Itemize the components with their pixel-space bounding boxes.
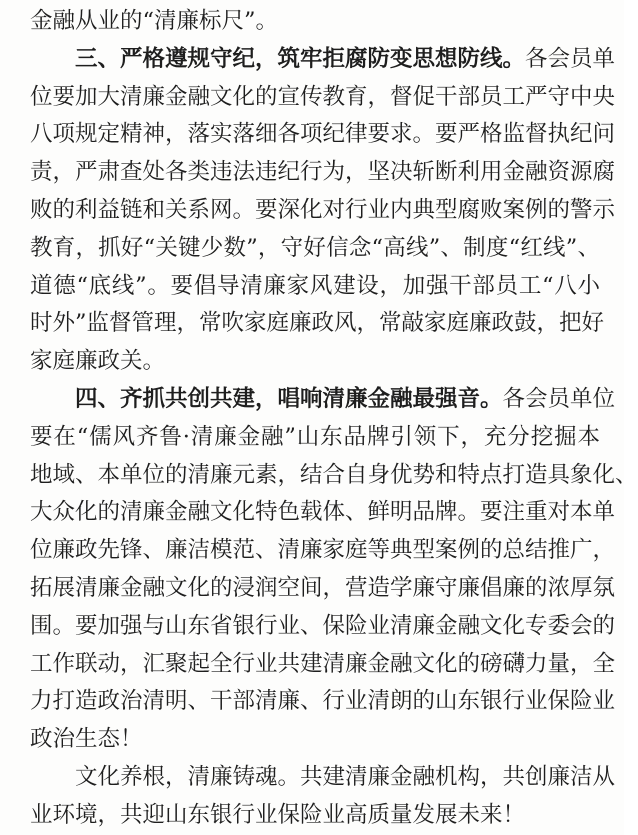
text-line: 拓展清廉金融文化的浸润空间，营造学廉守廉倡廉的浓厚氛 bbox=[30, 575, 616, 601]
text-line: 业环境，共迎山东银行业保险业高质量发展未来！ bbox=[30, 801, 526, 828]
text-line: 大众化的清廉金融文化特色载体、鲜明品牌。要注重对本单 bbox=[30, 499, 616, 526]
text-line: 家庭廉政关。 bbox=[30, 348, 166, 375]
text-line: 文化养根，清廉铸魂。共建清廉金融机构，共创廉洁从 bbox=[75, 764, 616, 790]
section-heading: 四、齐抓共创共建，唱响清廉金融最强音。 bbox=[75, 386, 503, 412]
text-line: 败的利益链和关系网。要深化对行业内典型腐败案例的警示 bbox=[30, 197, 616, 223]
text-line: 金融从业的“清廉标尺”。 bbox=[30, 8, 279, 34]
text-line: 责，严肃查处各类违法违纪行为，坚决斩断利用金融资源腐 bbox=[30, 159, 616, 186]
text-line: 道德“底线”。要倡导清廉家风建设，加强干部员工“八小 bbox=[30, 272, 600, 299]
text-line: 位廉政先锋、廉洁模范、清廉家庭等典型案例的总结推广， bbox=[30, 537, 616, 564]
text-line: 地域、本单位的清廉元素，结合自身优势和特点打造具象化、 bbox=[30, 461, 638, 488]
text-line: 工作联动，汇聚起全行业共建清廉金融文化的磅礴力量，全 bbox=[30, 650, 616, 677]
text-line: 要在“儒风齐鲁·清廉金融”山东品牌引领下，充分挖掘本 bbox=[30, 423, 600, 450]
text-line: 围。要加强与山东省银行业、保险业清廉金融文化专委会的 bbox=[30, 612, 616, 639]
text-line: 政治生态！ bbox=[30, 726, 143, 753]
section-heading-line: 三、严格遵规守纪，筑牢拒腐防变思想防线。各会员单 bbox=[75, 45, 616, 72]
text-line: 八项规定精神，落实落细各项纪律要求。要严格监督执纪问 bbox=[30, 121, 616, 148]
text-line: 教育，抓好“关键少数”，守好信念“高线”、制度“红线”、 bbox=[30, 234, 600, 261]
text-line: 时外”监督管理，常吹家庭廉政风，常敲家庭廉政鼓，把好 bbox=[30, 310, 605, 337]
text-line: 力打造政治清明、干部清廉、行业清朗的山东银行业保险业 bbox=[30, 688, 616, 715]
section-heading-line: 四、齐抓共创共建，唱响清廉金融最强音。各会员单位 bbox=[75, 386, 616, 412]
section-heading: 三、严格遵规守纪，筑牢拒腐防变思想防线。 bbox=[75, 45, 526, 72]
text-line: 位要加大清廉金融文化的宣传教育，督促干部员工严守中央 bbox=[30, 83, 616, 110]
